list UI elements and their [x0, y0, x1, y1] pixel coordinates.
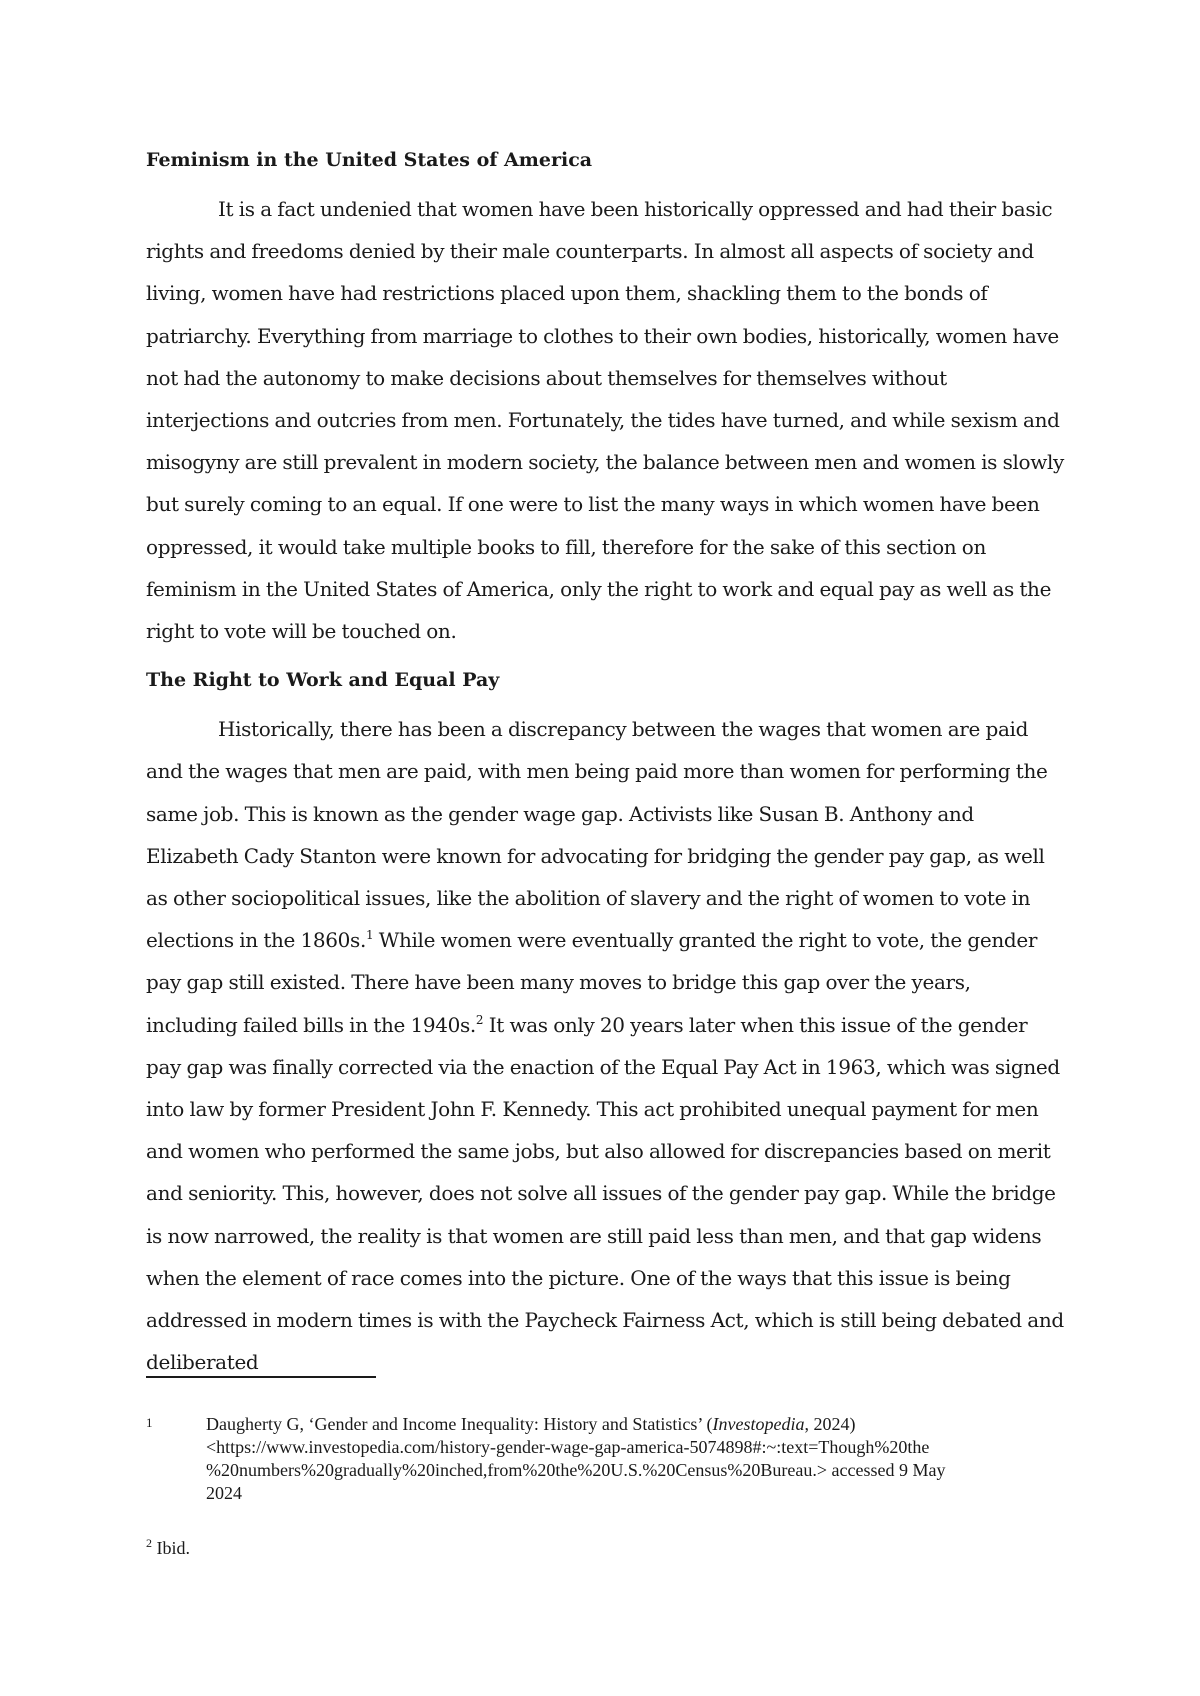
footnote-2 [146, 1537, 190, 1560]
footnote-ref-1[interactable]: 1 [365, 928, 374, 943]
footnote-text: Ibid. [156, 1538, 190, 1558]
footnote-ref-2[interactable]: 2 [475, 1012, 484, 1027]
paragraph-text: While women were eventually granted the right to vote, the gender pay gap still existed. There have been many moves to bridge this gap over the years, including failed bills in the 1940s. [146, 928, 1038, 1037]
paragraph-text: It was only 20 years later when this issue of the gender pay gap was finally corrected via the enaction of the Equal Pay Act in 1963, which was signed into law by former President John F. Kennedy. This act prohibited unequal payment for men and women who performed the same jobs, but also allowed for discrepancies based on merit and seniority. This, however, does not solve all issues of the gender pay gap. While the bridge is now narrowed, the reality is that women are still paid less than men, and that gap widens when the element of race comes into the picture. One of the ways that this issue is being addressed in modern times is with the Paycheck Fairness Act, which is still being debated and deliberated [146, 1012, 1064, 1375]
footnote-separator [146, 1376, 376, 1378]
footnote-text [206, 1413, 1076, 1505]
section-heading: The Right to Work and Equal Pay [146, 669, 500, 692]
citation-text: Daugherty G, ‘Gender and Income Inequality: History and Statistics’ ( [206, 1414, 713, 1434]
paragraph-text: Historically, there has been a discrepancy between the wages that women are paid and the wages that men are paid, with men being paid more than women for performing the same job. This is known as the gender wage gap. Activists like Susan B. Anthony and Elizabeth Cady Stanton were known for advocating for bridging the gender pay gap, as well as other sociopolitical issues, like the abolition of slavery and the right of women to vote in elections in the 1860s. [146, 717, 1048, 953]
page-title: Feminism in the United States of America [146, 149, 593, 171]
footnote-1 [146, 1413, 1076, 1505]
footnote-number: 1 [146, 1415, 153, 1430]
main-content [146, 146, 1066, 1383]
footnote-citation [206, 1413, 1076, 1436]
section-paragraph [146, 708, 1066, 1383]
footnote-accessed-year: 2024 [206, 1483, 242, 1503]
footnote-number: 2 [146, 1536, 152, 1550]
footnote-url-link[interactable]: <https://www.investopedia.com/history-gender-wage-gap-america-5074898#:~:text=Though%20the [206, 1437, 930, 1457]
intro-paragraph: It is a fact undenied that women have been historically oppressed and had their basic rights and freedoms denied by their male counterparts. In almost all aspects of society and living, women have had restrictions placed upon them, shackling them to the bonds of patriarchy. Everything from marriage to clothes to their own bodies, historically, women have not had the autonomy to make decisions about themselves for themselves without interjections and outcries from men. Fortunately, the tides have turned, and while sexism and misogyny are still prevalent in modern society, the balance between men and women is slowly but surely coming to an equal. If one were to list the many ways in which women have been oppressed, it would take multiple books to fill, therefore for the sake of this section on feminism in the United States of America, only the right to work and equal pay as well as the right to vote will be touched on. [146, 197, 1064, 644]
citation-text: , 2024) [804, 1414, 856, 1434]
citation-source: Investopedia [712, 1414, 805, 1434]
footnote-url-link[interactable]: %20numbers%20gradually%20inched,from%20the%20U.S.%20Census%20Bureau.> accessed 9 May [206, 1460, 946, 1480]
